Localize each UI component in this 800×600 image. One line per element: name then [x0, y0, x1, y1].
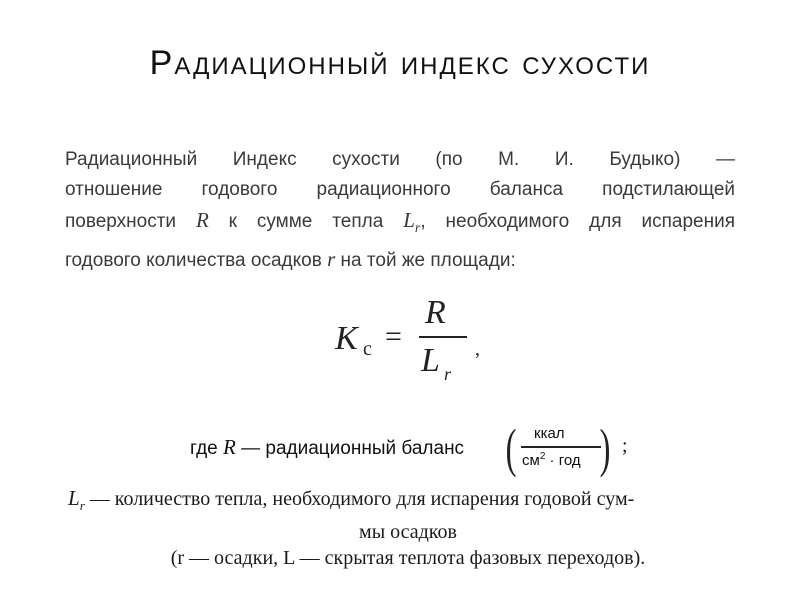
unit-exponent: 2 — [539, 451, 546, 462]
fraction-bar — [419, 336, 467, 338]
text-segment: на той же площади: — [335, 249, 516, 271]
text-segment: — количество тепла, необходимого для испарения годовой сум- — [84, 488, 635, 510]
text-segment: поверхности — [65, 211, 196, 232]
L-definition — [68, 485, 748, 571]
index-formula — [335, 294, 495, 388]
symbol-L: L — [68, 486, 80, 510]
formula-comma: , — [475, 338, 480, 360]
definition-line-1 — [68, 485, 748, 519]
formula-lhs-subscript: с — [363, 338, 372, 360]
slide-title: Радиационный индекс сухости — [149, 44, 651, 82]
paragraph-line-4 — [65, 244, 735, 276]
formula-equals: = — [385, 320, 402, 353]
text-segment: к сумме тепла — [208, 211, 404, 232]
symbol-R: R — [195, 208, 209, 232]
definition-line-2: мы осадков — [359, 521, 457, 543]
paragraph-line-2: отношение годового радиационного баланса подстилающей — [65, 179, 735, 200]
paragraph-line-3 — [65, 205, 735, 244]
semicolon: ; — [622, 435, 628, 457]
formula-denominator: L — [421, 342, 440, 379]
left-paren: ( — [505, 418, 517, 478]
unit-numerator: ккал — [534, 425, 565, 442]
right-paren: ) — [599, 418, 611, 478]
text-segment: см — [522, 452, 540, 469]
text-segment: · год — [545, 452, 581, 469]
unit-fraction — [505, 418, 614, 479]
definition-line-3: (r — осадки, L — скрытая теплота фазовых переходов). — [170, 547, 646, 569]
definition-paragraph — [65, 145, 735, 276]
symbol-R: R — [223, 435, 236, 459]
formula-numerator: R — [425, 294, 446, 331]
formula-denominator-subscript: r — [444, 364, 452, 384]
text-segment: годового количества осадков — [65, 249, 328, 271]
text-segment: где — [190, 438, 224, 459]
symbol-L: L — [403, 208, 415, 232]
formula-lhs: K — [335, 320, 358, 357]
unit-denominator — [522, 451, 581, 469]
paragraph-line-1: Радиационный Индекс сухости (по М. И. Будыко) — — [65, 149, 735, 170]
symbol-L-subscript: r — [79, 498, 85, 513]
symbol-L-subscript: r — [414, 220, 421, 236]
symbol-r: r — [327, 246, 336, 271]
where-text — [190, 435, 464, 460]
text-segment: , необходимого для испарения — [420, 211, 736, 232]
text-segment: — радиационный баланс — [235, 438, 465, 459]
unit-fraction-bar — [521, 446, 601, 448]
